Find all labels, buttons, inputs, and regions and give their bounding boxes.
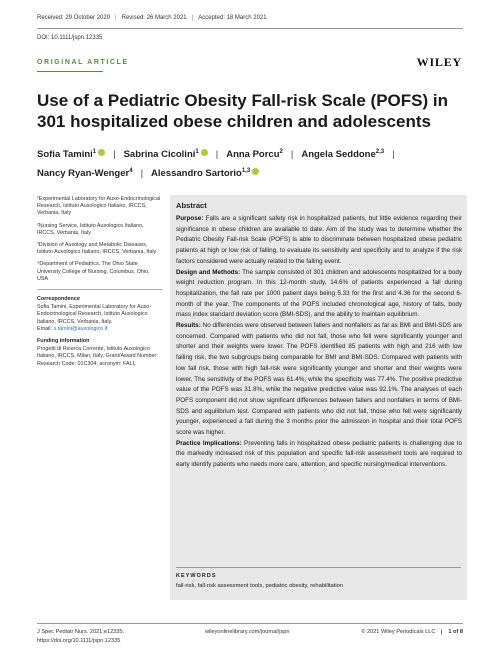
author[interactable]: Alessandro Sartorio$^{1,3}$: [151, 168, 259, 179]
affiliation: ³Division of Auxology and Metabolic Diseases, Istituto Auxologico Italiano, IRCCS, Verbania, Italy: [37, 242, 157, 256]
funding-text: Progetti di Ricerca Corrente, Istituto Auxologico Italiano, IRCCS, Milan, Italy, Grant/Award Number: Research Code: 01C304; acronym: FALL: [37, 346, 158, 367]
orcid-icon[interactable]: [98, 149, 105, 156]
footer-divider: [37, 623, 463, 624]
copyright: © 2021 Wiley Periodicals LLC: [361, 629, 436, 635]
affiliation: ²Nursing Service, Istituto Auxologico Italiano, IRCCS, Verbania, Italy: [37, 222, 144, 236]
author[interactable]: Sofia Tamini$^1$: [37, 149, 105, 160]
footer-citation: [37, 628, 124, 646]
abstract-heading: Abstract: [176, 201, 207, 210]
sidebar-info: [37, 196, 162, 373]
author[interactable]: Anna Porcu$^2$: [226, 149, 283, 161]
header-divider: [37, 28, 463, 29]
article-dates: Received: 29 October 2020 | Revised: 26 March 2021 | Accepted: 18 March 2021: [37, 15, 267, 21]
received-date: Received: 29 October 2020: [37, 15, 111, 21]
doi[interactable]: DOI: 10.1111/jspn.12335: [37, 35, 103, 41]
abstract-section-results: Results: No differences were observed between fallers and nonfallers as far as BMI and BMI-SDS are concerned. Compared with patients who did not fall, those who fell were significantly younger and shorter and their weights were lower. The POFS identified 85 patients with high and 216 with low falling risk, the two subgroups being comparable for BMI and BMI-SDS. Compared with patients with low fall risk, those with high fall-risk were significantly younger and shorter and their weights were lower. The sensitivity of the POFS was 61.4%, while the specificity was 77.4%. The positive predictive value of the POFS was 31.8%, while the negative predictive value was 92.1%. The analyses of each POFS component did not show significant differences between fallers and nonfallers in terms of BMI-SDS and equilibrium test. Compared with patients who did not fall, those who fell were significantly younger, experienced a fall during the 3 months prior the admission in hospital and their total POFS score was higher.: [176, 322, 463, 437]
email-link[interactable]: s.tamini@auxologico.it: [53, 325, 108, 332]
correspondence-text: Sofia Tamini, Experimental Laboratory for Auxo-Endocrinological Research, Istituto Auxologico Italiano, IRCCS, Verbania, Italy.: [37, 304, 152, 325]
divider: [37, 289, 162, 290]
doi-link[interactable]: https://doi.org/10.1111/jspn.12335: [37, 638, 121, 644]
article-type: ORIGINAL ARTICLE: [37, 59, 129, 66]
keywords-list: fall-risk, fall-risk assessment tools, pediatric obesity, rehabilitation: [176, 583, 344, 589]
funding-heading: Funding information: [37, 338, 90, 345]
author-list: Sofia Tamini$^1$ | Sabrina Cicolini$^1$ | Anna Porcu$^2$ | Angela Seddone$^{2,3}$ | Nancy Ryan-Wenger$^4$ | Alessandro Sartorio$^{1,3}$: [37, 149, 395, 180]
revised-date: Revised: 26 March 2021: [121, 15, 187, 21]
orcid-icon[interactable]: [252, 168, 259, 175]
correspondence-heading: Correspondence: [37, 296, 80, 303]
accepted-date: Accepted: 18 March 2021: [198, 15, 267, 21]
journal-citation: J Spec Pediatr Nurs. 2021;e12335.: [37, 629, 125, 635]
keywords-heading: KEYWORDS: [176, 573, 217, 579]
affiliation: ⁴Department of Pediatrics, The Ohio State University College of Nursing, Columbus, Ohio, USA: [37, 261, 150, 282]
abstract-section-implications: Practice Implications: Preventing falls in hospitalized obese pediatric patients is challenging due to the markedly increased risk of this population and specific fall-risk assessment tools are required to early identify patients who needs more care, attention, and specific nursing/medical interventions.: [176, 439, 463, 469]
orcid-icon[interactable]: [201, 149, 208, 156]
author[interactable]: Angela Seddone$^{2,3}$: [301, 149, 385, 161]
abstract-section-purpose: Purpose: Falls are a significant safety risk in hospitalized patients, but little evidence regarding their significance in obese children are available to date. Aim of the study was to determine whether the Pediatric Obesity Fall-risk Scale (POFS) is able to discriminate between hospitalized obese pediatric patients at high or low risk of falling, to evaluate its sensitivity and specificity and to analyze if the risk factors considered were actually related to the falling event.: [176, 215, 462, 265]
author[interactable]: Sabrina Cicolini$^1$: [124, 149, 208, 160]
publisher-logo: WILEY: [416, 55, 462, 69]
article-title: Use of a Pediatric Obesity Fall-risk Scale (POFS) in 301 hospitalized obese children and adolescents: [37, 91, 448, 131]
keywords-divider: [176, 567, 461, 568]
page-number: 1 of 8: [441, 629, 463, 635]
author[interactable]: Nancy Ryan-Wenger$^4$: [37, 168, 133, 180]
affiliation: ¹Experimental Laboratory for Auxo-Endocrinological Research, Istituto Auxologico Italiano, IRCCS, Verbania, Italy: [37, 196, 161, 217]
abstract-section-methods: Design and Methods: The sample consisted of 301 children and adolescents hospitalized for a body weight reduction program. In this 12-month study, 14.6% of patients experienced a fall during hospitalization, the fall rate per 1000 patient days being 5.33 for the first and 4.36 for the second 6-month of the year. The components of the POFS included chronological age, history of falls, body mass index standard deviation score (BMI-SDS), and the ability to maintain equilibrium.: [176, 268, 462, 319]
footer-right: [361, 628, 463, 637]
article-type-underline: [37, 71, 103, 72]
abstract-box: [170, 195, 467, 600]
abstract-body: [176, 214, 462, 471]
journal-site-link[interactable]: wileyonlinelibrary.com/journal/jspn: [205, 629, 290, 635]
email-label: Email:: [37, 325, 52, 332]
